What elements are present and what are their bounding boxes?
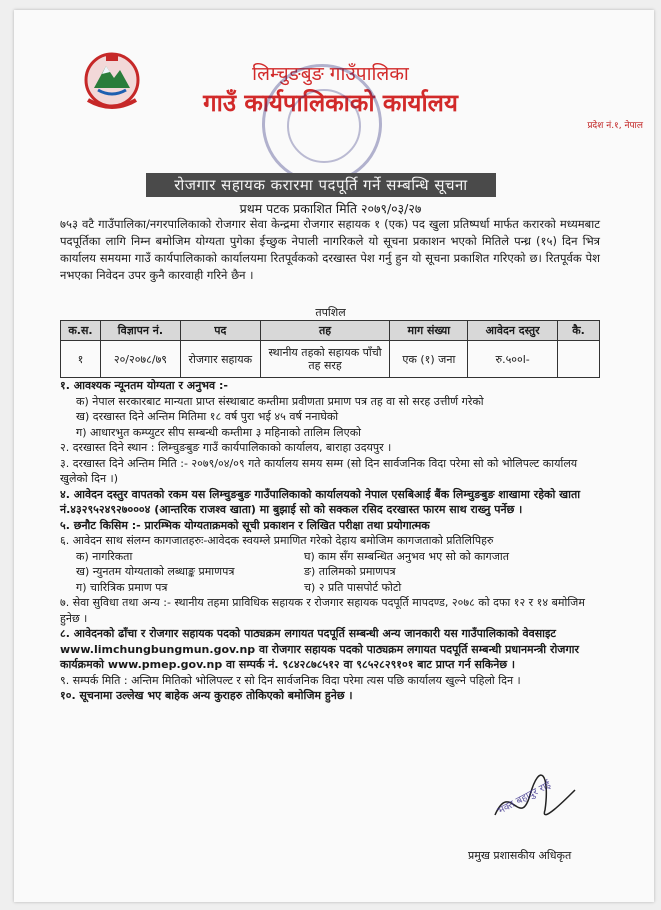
table-header: कै. — [558, 321, 600, 341]
list-item: १०. सूचनामा उल्लेख भए बाहेक अन्य कुराहरु तोकिएको बमोजिम हुनेछ । — [60, 689, 353, 702]
table-cell: रोजगार सहायक — [180, 341, 260, 378]
seal-inner-ring — [287, 89, 361, 163]
list-item: ङ) तालिमको प्रमाणपत्र — [304, 565, 396, 578]
documents-row — [60, 564, 600, 580]
province-label: प्रदेश नं.१, नेपाल — [587, 121, 643, 131]
table-header-row — [61, 321, 600, 341]
vacancy-table — [60, 320, 600, 378]
notice-body: ७५३ वटै गाउँपालिका/नगरपालिकाको रोजगार सेवा केन्द्रमा रोजगार सहायक १ (एक) पद खुला प्रतिष्पर्धा मार्फत करारको मध्यमबाट पदपूर्तिका लागि निम्न बमोजिम योग्यता पुगेका ईच्छुक नेपाली नागरिकले यो सूचना प्रकाशन भएको मितिले पन्ध्र (१५) दिन भित्र कार्यालय समयमा गाउँ कार्यपालिकाको कार्यालयमा रितपूर्वकको दरखास्त पेश गर्नु हुन यो सूचना प्रकाशित गरिएको छ। रितपूर्वक पेश नभएका निवेदन उपर कुनै कारवाही गरिने छैन । — [60, 217, 600, 282]
list-item: ख) न्युनतम योग्यताको लब्धाङ्क प्रमाणपत्र — [76, 565, 235, 578]
office-seal-stamp — [262, 64, 382, 184]
list-item: ग) आधारभुत कम्प्युटर सीप सम्बन्धी कम्तीमा ३ महिनाको तालिम लिएको — [76, 425, 361, 439]
table-header: आवेदन दस्तुर — [468, 321, 558, 341]
table-cell: स्थानीय तहको सहायक पाँचौ तह सरह — [260, 341, 390, 378]
table-cell: रु.५००l- — [468, 341, 558, 378]
documents-row — [60, 549, 600, 565]
requirements-list — [60, 378, 600, 704]
table-cell: एक (१) जना — [390, 341, 468, 378]
table-header: पद — [180, 321, 260, 341]
list-item: १. आवश्यक न्यूनतम योग्यता र अनुभव :- — [60, 379, 228, 392]
list-item: ५. छनौट किसिम :- प्रारम्भिक योग्यताक्रमको सूची प्रकाशन र लिखित परीक्षा तथा प्रयोगात्मक — [60, 518, 430, 532]
list-item: ७. सेवा सुविधा तथा अन्य :- स्थानीय तहमा प्राविधिक सहायक र रोजगार सहायक पदपूर्ति मापदण्ड, २०७८ को दफा १२ र १४ बमोजिम हुनेछ । — [60, 596, 585, 625]
table-row — [61, 341, 600, 378]
list-item: २. दरखास्त दिने स्थान : लिम्चुङबुङ गाउँ कार्यपालिकाको कार्यालय, बाराहा उदयपुर । — [60, 441, 392, 454]
list-item: ग) चारित्रिक प्रमाण पत्र — [76, 580, 168, 594]
list-item: ९. सम्पर्क मिति : अन्तिम मितिको भोलिपल्ट र सो दिन सार्वजनिक विदा परेमा त्यस पछि कार्यालय खुल्ने पहिलो दिन । — [60, 673, 521, 687]
table-header: क.स. — [61, 321, 101, 341]
list-item: क) नागरिकता — [76, 549, 133, 563]
list-item: ३. दरखास्त दिने अन्तिम मिति :- २०७९/०४/०९ गते कार्यालय समय सम्म (सो दिन सार्वजनिक विदा परेमा सो को भोलिपल्ट कार्यालय खुलेको दिन ।) — [60, 456, 578, 485]
table-cell: १ — [61, 341, 101, 378]
notice-title: रोजगार सहायक करारमा पदपूर्ति गर्ने सम्बन्धि सूचना — [146, 173, 496, 197]
table-header: विज्ञापन नं. — [100, 321, 180, 341]
list-item: च) २ प्रति पासपोर्ट फोटो — [304, 580, 402, 594]
table-caption: तपशिल — [315, 306, 346, 319]
table-cell — [558, 341, 600, 378]
officer-title: प्रमुख प्रशासकीय अधिकृत — [468, 849, 572, 862]
list-item: ८. आवेदनको ढाँचा र रोजगार सहायक पदको पाठ्यक्रम लगायत पदपूर्ति सम्बन्धी अन्य जानकारी यस गाउँपालिकाको वेवसाइट www.limchungbungmun.gov.np वा रोजगार सहायक पदको पाठ्यक्रम लगायत पदपूर्ति सम्बन्धी प्रधानमन्त्री रोजगार कार्यक्रमको www.pmep.gov.np वा सम्पर्क नं. ९८४२८७८५१२ वा ९८५२८२९१०१ बाट प्राप्त गर्न सकिनेछ । — [60, 627, 580, 671]
list-item: घ) काम सँग सम्बन्धित अनुभव भए सो को कागजात — [304, 549, 510, 563]
municipality-name: लिम्चुङबुङ गाउँपालिका — [252, 63, 409, 85]
publish-date: प्रथम पटक प्रकाशित मिति २०७९/०३/२७ — [239, 201, 422, 216]
office-name: गाउँ कार्यपालिकाको कार्यालय — [203, 89, 458, 117]
list-item: ४. आवेदन दस्तुर वापतको रकम यस लिम्चुङबुङ गाउँपालिकाको कार्यालयको नेपाल एसबिआई बैंक लिम्चुङबुङ शाखामा रहेको खाता नं.४३२९५२४९२७०००४ (आन्तरिक राजश्व खाता) मा बुझाई सो को सक्कल रसिद दरखास्त फारम साथ राख्नु पर्नेछ । — [60, 487, 581, 516]
signature-stamp: भक्त बहादुर राई — [495, 779, 553, 818]
table-header: माग संख्या — [390, 321, 468, 341]
documents-row — [60, 580, 600, 596]
table-header: तह — [260, 321, 390, 341]
list-item: ६. आवेदन साथ संलग्न कागजातहरुः-आवेदक स्वयम्ले प्रमाणित गरेको देहाय बमोजिम कागजताको प्रतिलिपिहरु — [60, 534, 494, 547]
table-cell: २०/२०७८/७९ — [100, 341, 180, 378]
list-item: ख) दरखास्त दिने अन्तिम मितिमा १८ वर्ष पुरा भई ४५ वर्ष ननाघेको — [76, 410, 339, 423]
list-item: क) नेपाल सरकारबाट मान्यता प्राप्त संस्थाबाट कम्तीमा प्रवीणता प्रमाण पत्र तह वा सो सरह उत्तीर्ण गरेको — [76, 394, 484, 408]
